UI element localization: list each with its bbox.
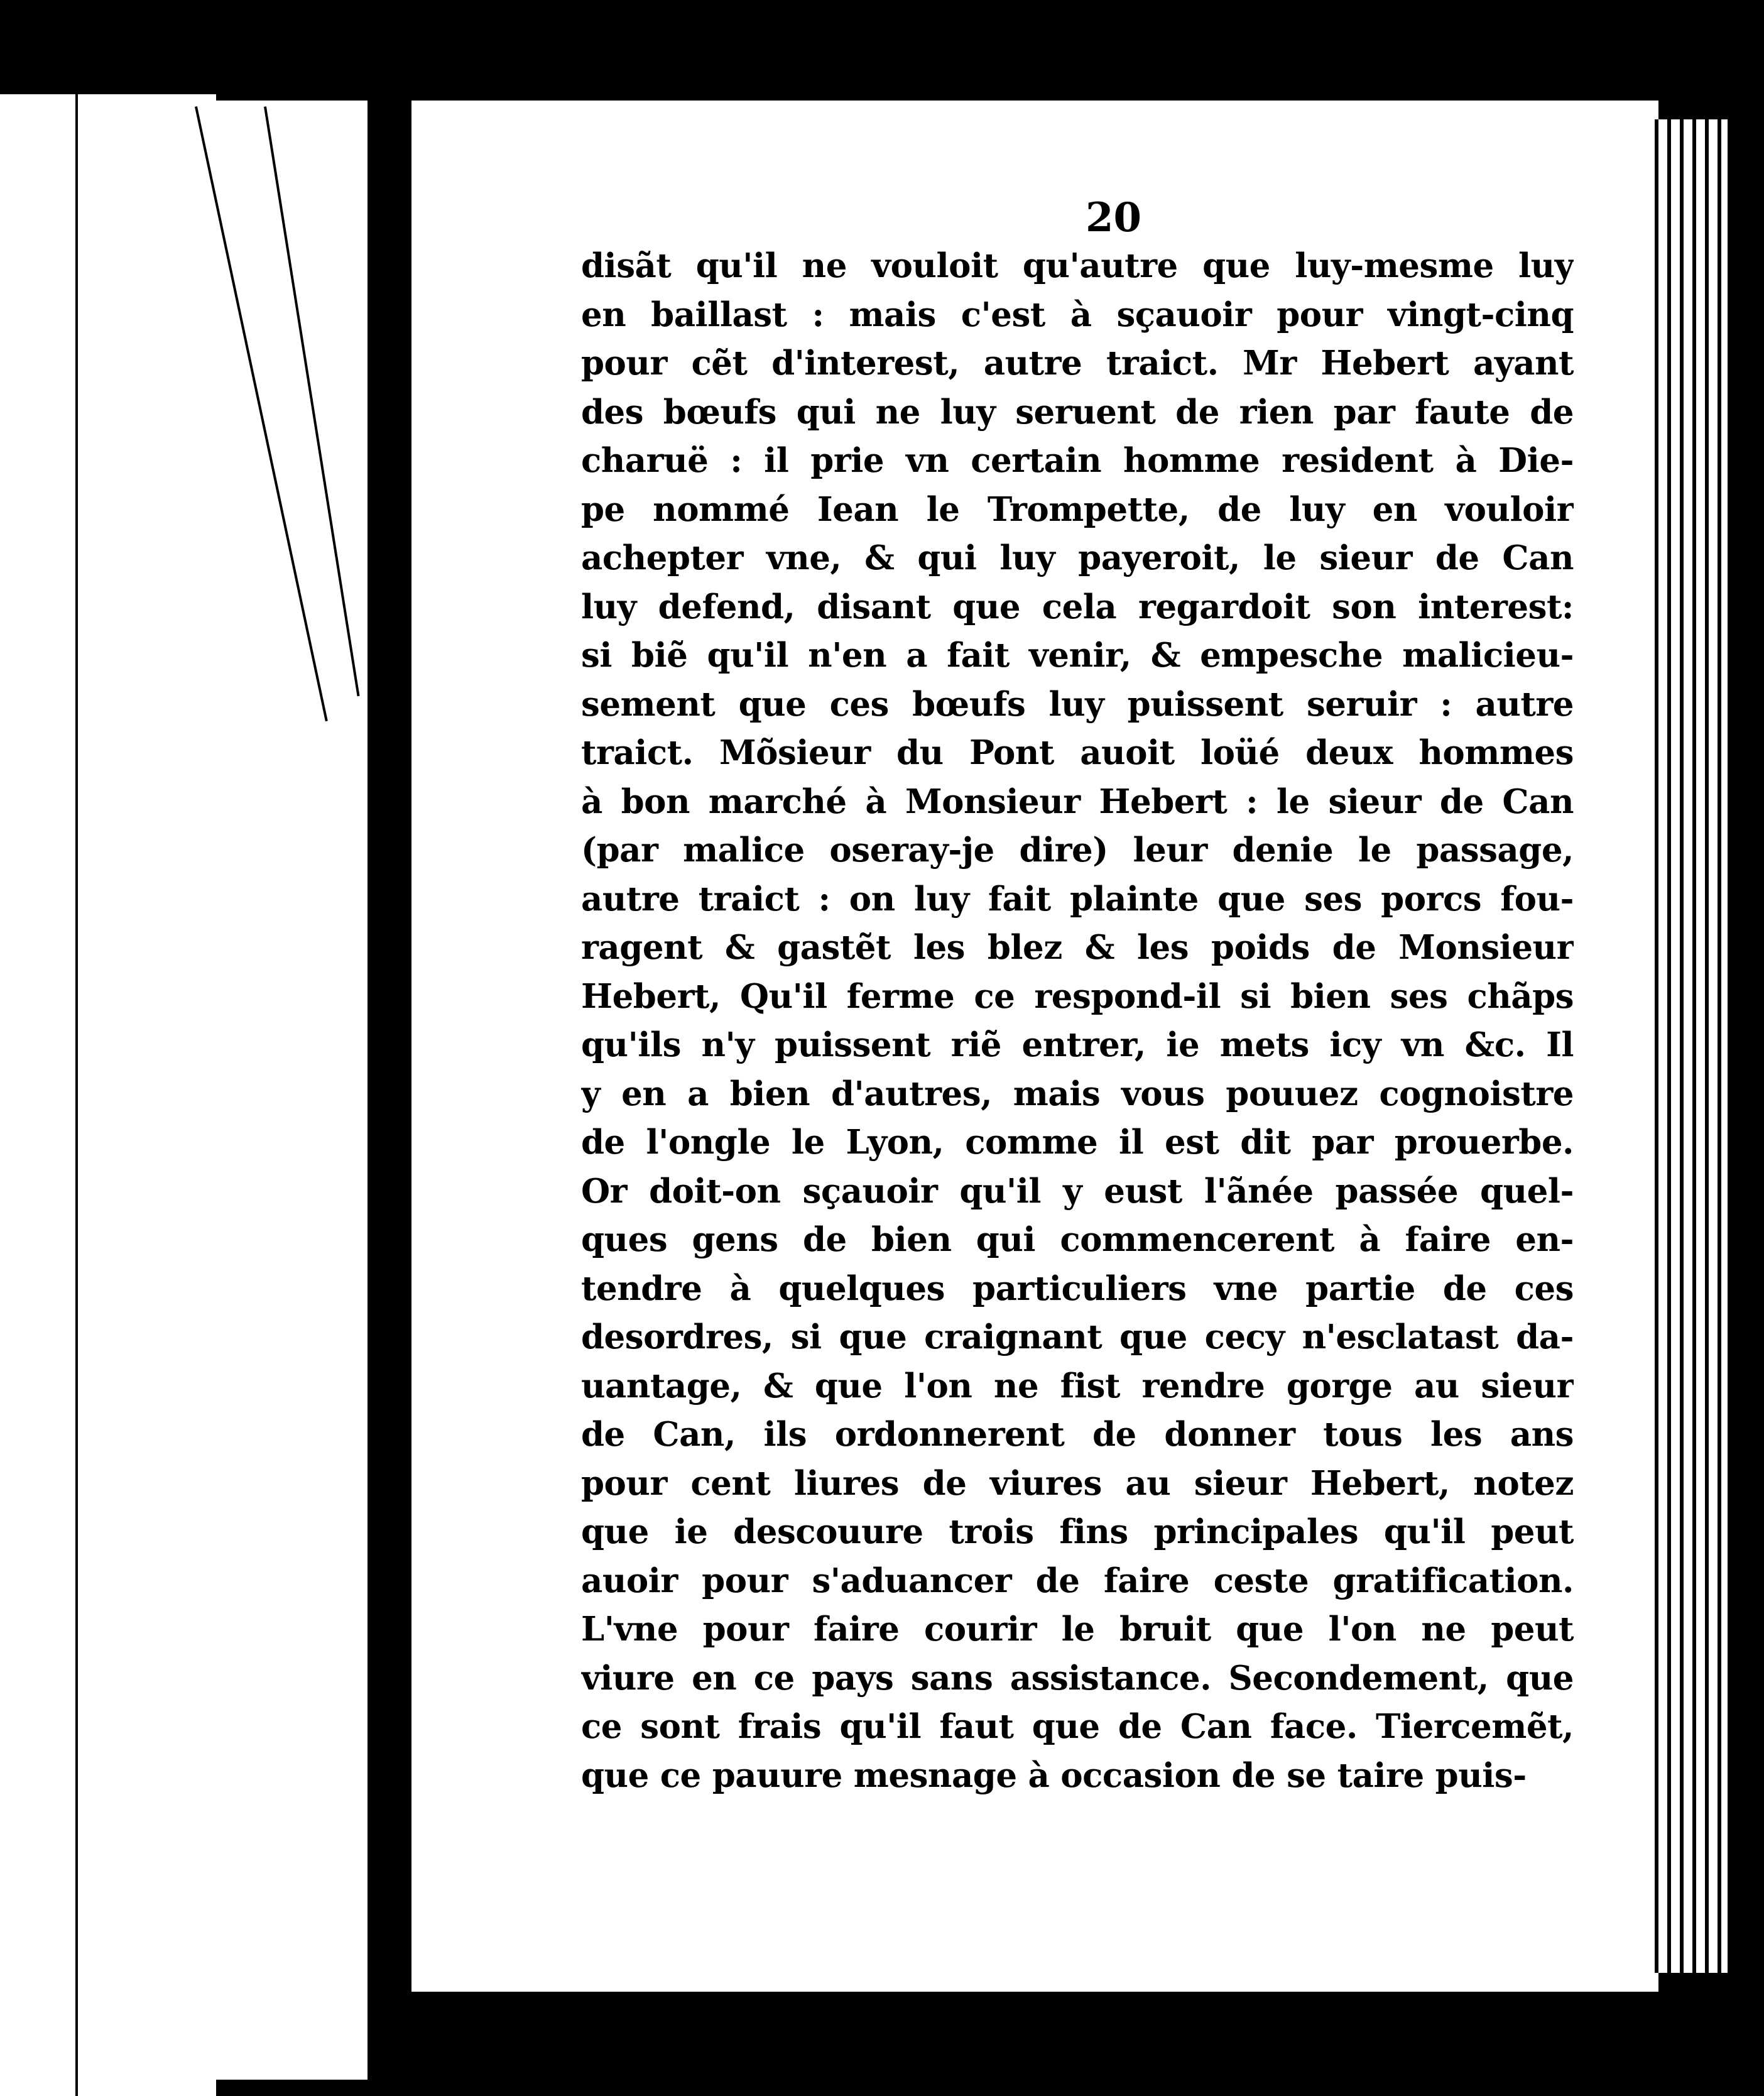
text-line: traict. Mõsieur du Pont auoit loüé deux hommes bbox=[581, 733, 1574, 772]
text-line: que ce pauure mesnage à occasion de se taire puis- bbox=[581, 1755, 1527, 1795]
text-line: qu'ils n'y puissent riẽ entrer, ie mets icy vn &c. Il bbox=[581, 1025, 1574, 1064]
text-line: luy defend, disant que cela regardoit son interest: bbox=[581, 587, 1574, 626]
body-text bbox=[581, 242, 1574, 1800]
text-line: charuë : il prie vn certain homme resident à Die- bbox=[581, 441, 1574, 480]
text-line: pe nommé Iean le Trompette, de luy en vouloir bbox=[581, 489, 1574, 529]
text-line: pour cent liures de viures au sieur Hebert, notez bbox=[581, 1463, 1574, 1503]
text-line: que ie descouure trois fins principales qu'il peut bbox=[581, 1512, 1574, 1551]
text-line: à bon marché à Monsieur Hebert : le sieur de Can bbox=[581, 782, 1574, 821]
text-line: ques gens de bien qui commencerent à faire en- bbox=[581, 1220, 1574, 1259]
text-line: Hebert, Qu'il ferme ce respond-il si bien ses chãps bbox=[581, 976, 1574, 1016]
gutter-shadow bbox=[368, 94, 411, 2096]
text-line: en baillast : mais c'est à sçauoir pour vingt-cinq bbox=[581, 295, 1574, 334]
page-stack-edges bbox=[1646, 119, 1728, 1973]
text-line: Or doit-on sçauoir qu'il y eust l'ãnée passée quel- bbox=[581, 1171, 1574, 1211]
text-line: ragent & gastẽt les blez & les poids de Monsieur bbox=[581, 928, 1574, 967]
text-line: ce sont frais qu'il faut que de Can face. Tiercemẽt, bbox=[581, 1707, 1574, 1746]
text-line: achepter vne, & qui luy payeroit, le sieur de Can bbox=[581, 538, 1574, 577]
text-line: auoir pour s'aduancer de faire ceste gratification. bbox=[581, 1561, 1574, 1600]
text-line: desordres, si que craignant que cecy n'esclatast da- bbox=[581, 1318, 1574, 1356]
text-line: viure en ce pays sans assistance. Secondement, que bbox=[581, 1658, 1574, 1698]
text-line: pour cẽt d'interest, autre traict. Mr Hebert ayant bbox=[581, 344, 1574, 383]
text-line: y en a bien d'autres, mais vous pouuez cognoistre bbox=[581, 1074, 1574, 1113]
text-line: uantage, & que l'on ne fist rendre gorge au sieur bbox=[581, 1366, 1574, 1406]
text-line: tendre à quelques particuliers vne partie de ces bbox=[581, 1269, 1574, 1308]
text-line: autre traict : on luy fait plainte que ses porcs fou- bbox=[581, 879, 1574, 919]
text-line: si biẽ qu'il n'en a fait venir, & empesche malicieu- bbox=[581, 636, 1574, 675]
text-line: disãt qu'il ne vouloit qu'autre que luy-mesme luy bbox=[581, 246, 1574, 285]
page-number: 20 bbox=[1086, 194, 1142, 241]
text-line: sement que ces bœufs luy puissent seruir : autre bbox=[581, 684, 1574, 724]
text-line: des bœufs qui ne luy seruent de rien par faute de bbox=[581, 392, 1574, 432]
text-line: de Can, ils ordonnerent de donner tous les ans bbox=[581, 1415, 1574, 1454]
text-line: L'vne pour faire courir le bruit que l'on ne peut bbox=[581, 1610, 1574, 1649]
text-line: (par malice oseray-je dire) leur denie le passage, bbox=[581, 831, 1574, 870]
left-page-edge bbox=[75, 94, 219, 2096]
text-line: de l'ongle le Lyon, comme il est dit par prouerbe. bbox=[581, 1123, 1574, 1162]
